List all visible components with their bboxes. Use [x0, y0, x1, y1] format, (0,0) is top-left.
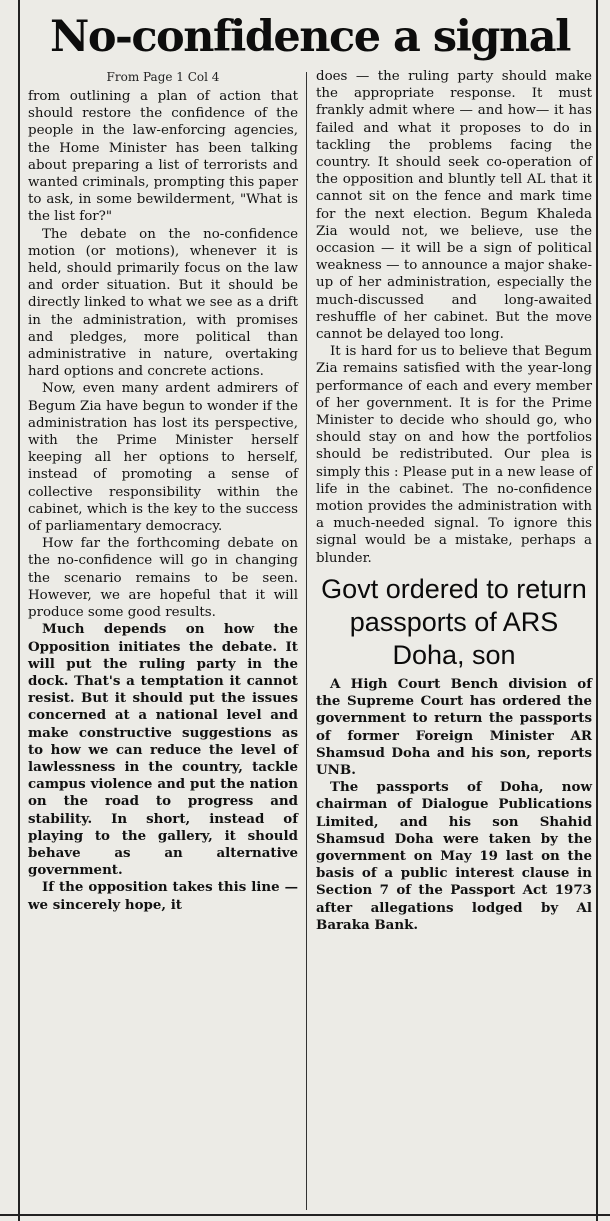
second-article-paragraph: A High Court Bench division of the Supreme Court has ordered the government to return the passports of former Foreign Minister AR Shamsud Doha and his son, reports UNB. [316, 675, 592, 778]
column-divider [306, 72, 307, 1210]
main-headline: No-confidence a signal [50, 12, 570, 62]
article-paragraph: If the opposition takes this line — we sincerely hope, it [28, 879, 298, 913]
article-paragraph: does — the ruling party should make the appropriate response. It must frankly admit where — and how— it has failed and what it proposes to do in tackling the problems facing the country. It should seek co-operation of the opposition and bluntly tell AL that it cannot sit on the fence and mark time for the next election. Begum Khaleda Zia would not, we believe, use the occasion — it will be a sign of political weakness — to announce a major shake-up of her administration, especially the much-discussed and long-awaited reshuffle of her cabinet. But the move cannot be delayed too long. [316, 69, 592, 343]
second-article-paragraph: The passports of Doha, now chairman of Dialogue Publications Limited, and his son Shahid Shamsud Doha were taken by the government on May 19 last on the basis of a public interest clause in Section 7 of the Passport Act 1973 after allegations lodged by Al Baraka Bank. [316, 779, 592, 933]
second-headline: Govt ordered to return passports of ARS Doha, son [321, 573, 587, 670]
jump-line: From Page 1 Col 4 [106, 70, 220, 84]
article-paragraph: The debate on the no-confidence motion (or motions), whenever it is held, should primarily focus on the law and order situation. But it should be directly linked to what we see as a drift in the administration, with promises and pledges, more political than administrative in nature, overtaking hard options and concrete actions. [28, 226, 298, 380]
left-column [28, 68, 298, 914]
article-paragraph: Now, even many ardent admirers of Begum Zia have begun to wonder if the administration has lost its perspective, with the Prime Minister herself keeping all her options to herself, instead of promoting a sense of collective responsibility within the cabinet, which is the key to the success of parliamentary democracy. [28, 381, 298, 535]
article-paragraph: Much depends on how the Opposition initiates the debate. It will put the ruling party in the dock. That's a temptation it cannot resist. But it should put the issues concerned at a national level and make constructive suggestions as to how we can reduce the level of lawlessness in the country, tackle campus violence and put the nation on the road to progress and stability. In short, instead of playing to the gallery, it should behave as an alternative government. [28, 621, 298, 879]
bottom-border-rule [0, 1214, 610, 1216]
right-column [316, 68, 592, 934]
left-border-rule [18, 0, 20, 1221]
article-paragraph: How far the forthcoming debate on the no-confidence will go in changing the scenario remains to be seen. However, we are hopeful that it will produce some good results. [28, 536, 298, 621]
article-paragraph: from outlining a plan of action that should restore the confidence of the people in the law-enforcing agencies, the Home Minister has been talking about preparing a list of terrorists and wanted criminals, prompting this paper to ask, in some bewilderment, "What is the list for?" [28, 89, 298, 225]
article-paragraph: It is hard for us to believe that Begum Zia remains satisfied with the year-long performance of each and every member of her government. It is for the Prime Minister to decide who should go, who should stay on and how the portfolios should be redistributed. Our plea is simply this : Please put in a new lease of life in the cabinet. The no-confidence motion provides the administration with a much-needed signal. To ignore this signal would be a mistake, perhaps a blunder. [316, 344, 592, 566]
right-border-rule [596, 0, 598, 1221]
